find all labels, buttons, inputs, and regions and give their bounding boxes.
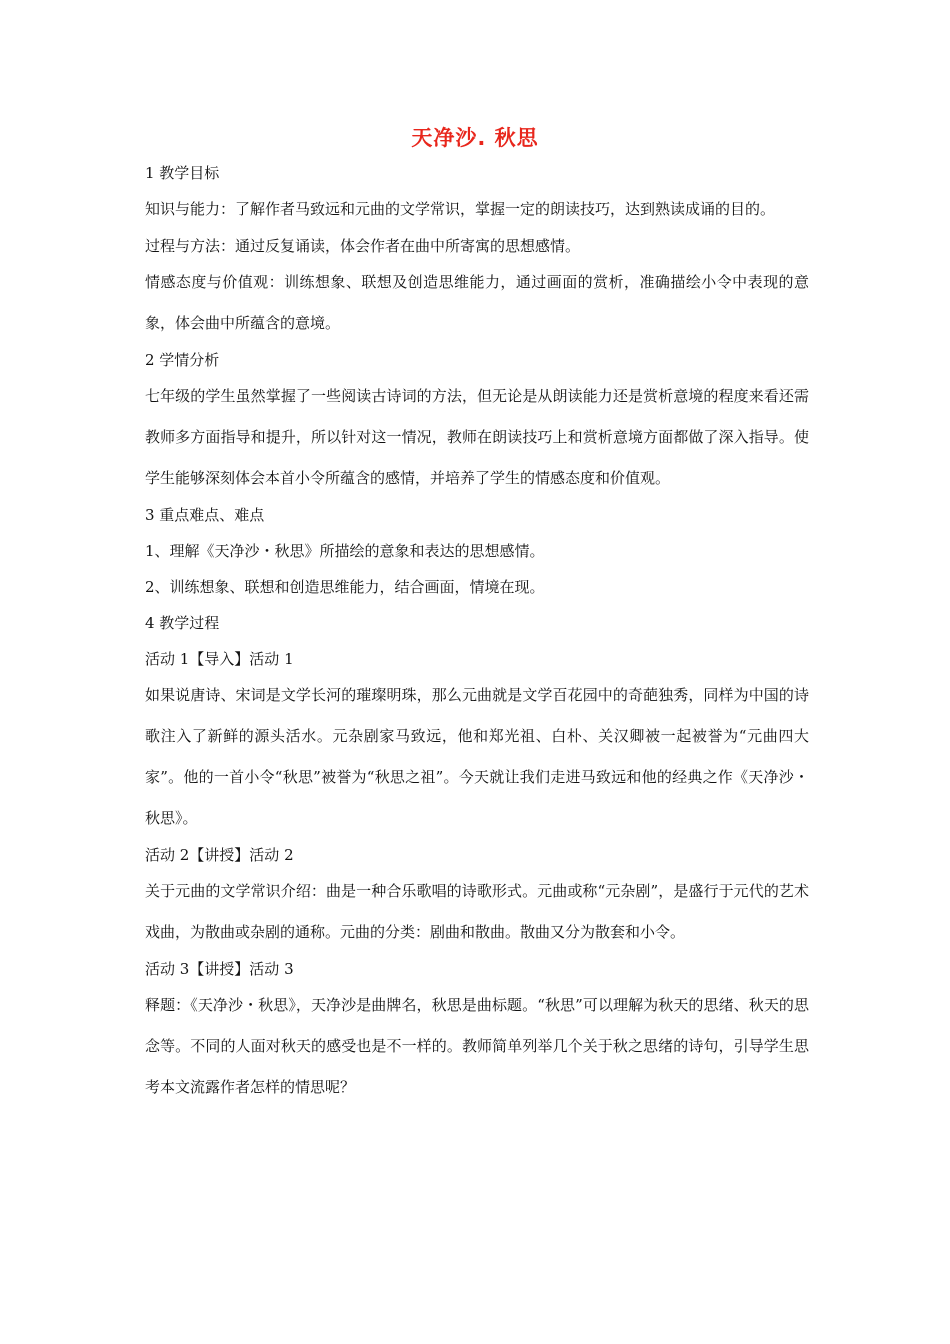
- paragraph: 情感态度与价值观：训练想象、联想及创造思维能力，通过画面的赏析，准确描绘小令中表现的意象，体会曲中所蕴含的意境。: [145, 273, 809, 332]
- document-body: [145, 162, 809, 1113]
- paragraph: 过程与方法：通过反复诵读，体会作者在曲中所寄寓的思想感情。: [145, 237, 581, 255]
- paragraph: 关于元曲的文学常识介绍：曲是一种合乐歌唱的诗歌形式。元曲或称“元杂剧”，是盛行于元代的艺术戏曲，为散曲或杂剧的通称。元曲的分类：剧曲和散曲。散曲又分为散套和小令。: [145, 882, 809, 941]
- paragraph: 2、训练想象、联想和创造思维能力，结合画面，情境在现。: [145, 578, 545, 596]
- section-heading: 活动 3【讲授】活动 3: [145, 960, 294, 978]
- paragraph: 知识与能力：了解作者马致远和元曲的文学常识，掌握一定的朗读技巧，达到熟读成诵的目的。: [145, 200, 776, 218]
- paragraph: 七年级的学生虽然掌握了一些阅读古诗词的方法，但无论是从朗读能力还是赏析意境的程度来看还需教师多方面指导和提升，所以针对这一情况，教师在朗读技巧上和赏析意境方面都做了深入指导。使学生能够深刻体会本首小令所蕴含的感情，并培养了学生的情感态度和价值观。: [145, 387, 809, 487]
- section-heading: 活动 2【讲授】活动 2: [145, 846, 294, 864]
- section-heading: 3 重点难点、难点: [145, 506, 265, 524]
- section-heading: 4 教学过程: [145, 614, 220, 632]
- paragraph: 释题：《天净沙・秋思》，天净沙是曲牌名，秋思是曲标题。“秋思”可以理解为秋天的思绪、秋天的思念等。不同的人面对秋天的感受也是不一样的。教师简单列举几个关于秋之思绪的诗句，引导学生思考本文流露作者怎样的情思呢？: [145, 996, 809, 1096]
- section-heading: 1 教学目标: [145, 164, 220, 182]
- section-heading: 活动 1【导入】活动 1: [145, 650, 294, 668]
- document-title: 天净沙. 秋思: [411, 126, 539, 150]
- paragraph: 1、理解《天净沙・秋思》所描绘的意象和表达的思想感情。: [145, 542, 545, 560]
- section-heading: 2 学情分析: [145, 351, 220, 369]
- paragraph: 如果说唐诗、宋词是文学长河的璀璨明珠，那么元曲就是文学百花园中的奇葩独秀，同样为中国的诗歌注入了新鲜的源头活水。元杂剧家马致远，他和郑光祖、白朴、关汉卿被一起被誉为“元曲四大家”。他的一首小令“秋思”被誉为“秋思之祖”。今天就让我们走进马致远和他的经典之作《天净沙・秋思》。: [145, 686, 809, 827]
